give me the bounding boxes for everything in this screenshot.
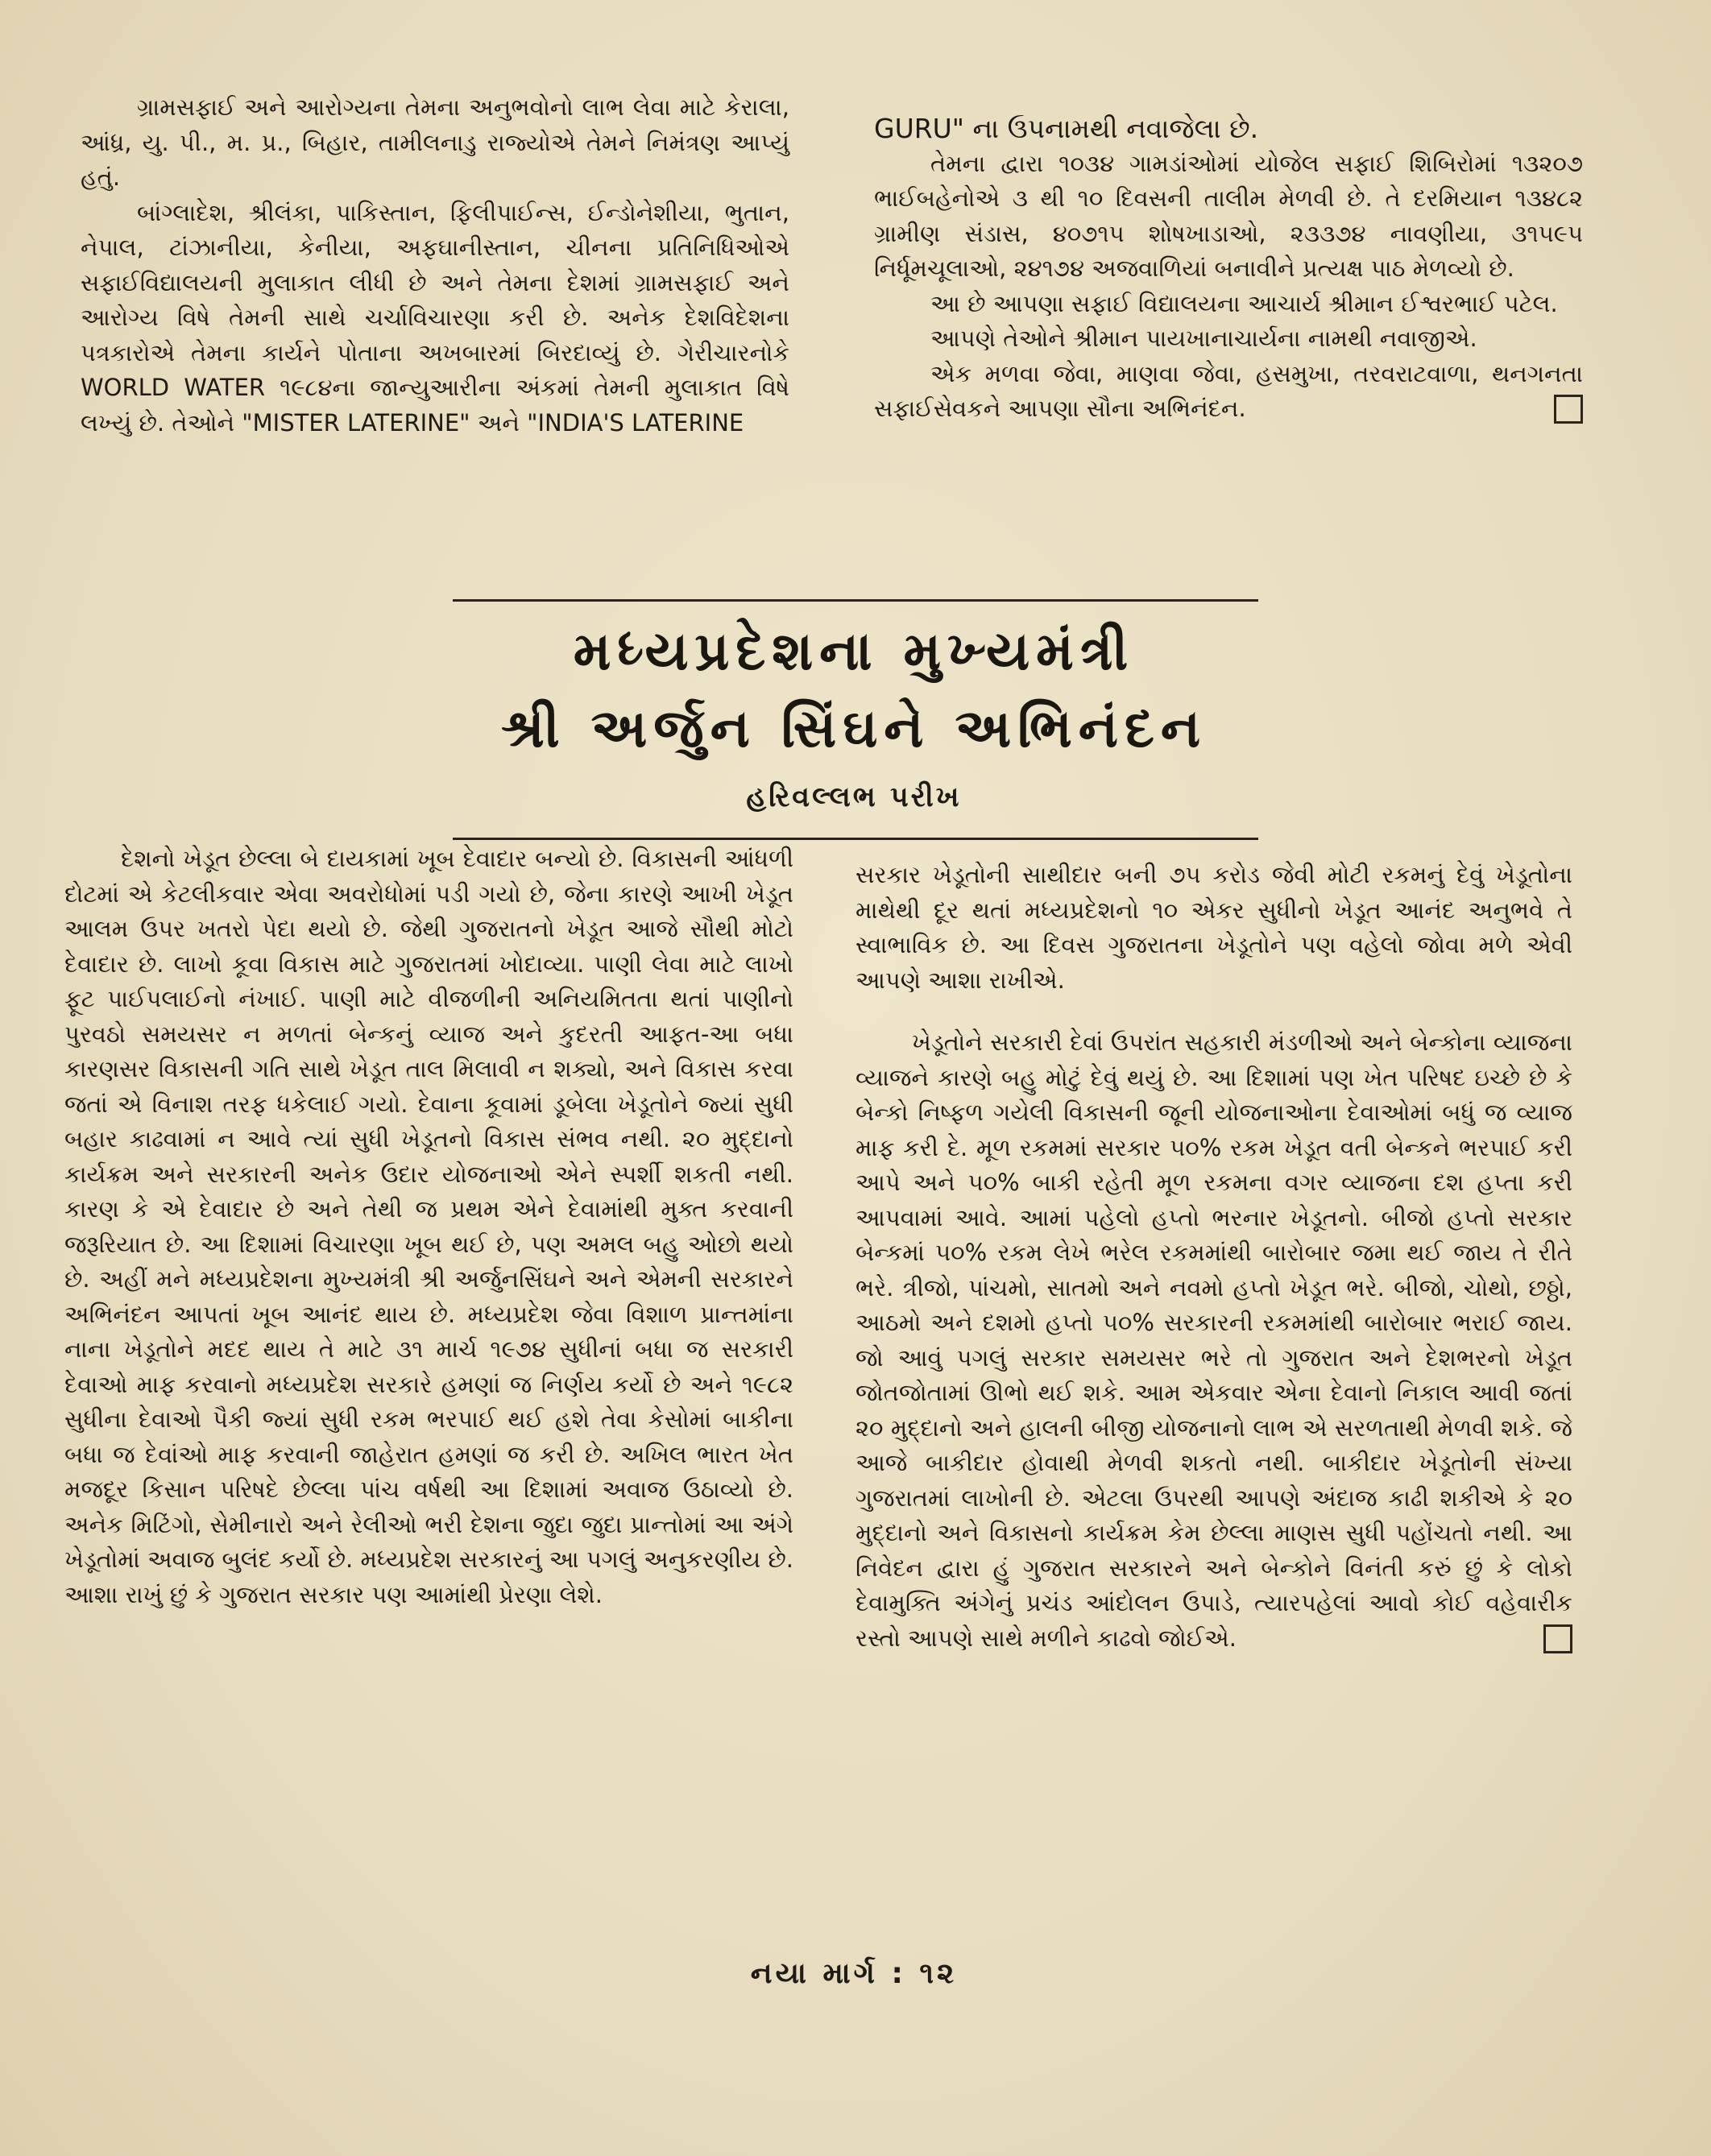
article-right-paragraph-1: સરકાર ખેડૂતોની સાથીદાર બની ૭૫ કરોડ જેવી મોટી રકમનું દેવું ખેડૂતોના માથેથી દૂર થતાં મધ્યપ્રદેશનો ૧૦ એકર સુધીનો ખેડૂત આનંદ અનુભવે તે સ્વાભાવિક છે. આ દિવસ ગુજરાતના ખેડૂતોને પણ વહેલો જોવા મળે એવી આપણે આશા રાખીએ. (856, 861, 1572, 994)
article-byline: હરિવલ્લભ પરીખ (746, 781, 962, 813)
article-right-paragraph-2 (856, 1025, 1572, 1656)
article-right-paragraph-2-text: ખેડૂતોને સરકારી દેવાં ઉપરાંત સહકારી મંડળીઓ અને બેન્કોના વ્યાજના વ્યાજને કારણે બહુ મોટું દેવું થયું છે. આ દિશામાં પણ ખેત પરિષદ ઇચ્છે છે કે બેન્કો નિષ્ફળ ગયેલી વિકાસની જૂની યોજનાઓના દેવાઓમાં બધું જ વ્યાજ માફ કરી દે. મૂળ રકમમાં સરકાર ૫૦% રકમ ખેડૂત વતી બેન્કને ભરપાઈ કરી આપે અને ૫૦% બાકી રહેતી મૂળ રકમના વગર વ્યાજના દશ હપ્તા કરી આપવામાં આવે. આમાં પહેલો હપ્તો ભરનાર ખેડૂતનો. બીજો હપ્તો સરકાર બેન્કમાં ૫૦% રકમ લેખે ભરેલ રકમમાંથી બારોબાર જમા થઈ જાય તે રીતે ભરે. ત્રીજો, પાંચમો, સાતમો અને નવમો હપ્તો ખેડૂત ભરે. બીજો, ચોથો, છઠ્ઠો, આઠમો અને દશમો હપ્તો ૫૦% સરકારની રકમમાંથી બારોબાર ભરાઈ જાય. જો આવું પગલું સરકાર સમયસર ભરે તો ગુજરાત અને દેશભરનો ખેડૂત જોતજોતામાં ઊભો થઈ શકે. આમ એકવાર એના દેવાનો નિકાલ આવી જતાં ૨૦ મુદ્દાનો અને હાલની બીજી યોજનાનો લાભ એ સરળતાથી મેળવી શકે. જે આજે બાકીદાર હોવાથી મેળવી શકતો નથી. બાકીદાર ખેડૂતોની સંખ્યા ગુજરાતમાં લાખોની છે. એટલા ઉપરથી આપણે અંદાજ કાઢી શકીએ કે ૨૦ મુદ્દાનો અને વિકાસનો કાર્યક્રમ કેમ છેલ્લા માણસ સુધી પહોંચતો નથી. આ નિવેદન દ્વારા હું ગુજરાત સરકારને અને બેન્કોને વિનંતી કરું છું કે લોકો દેવામુક્તિ અંગેનું પ્રચંડ આંદોલન ઉપાડે, ત્યારપહેલાં આવો કોઈ વહેવારીક રસ્તો આપણે સાથે મળીને કાઢવો જોઈએ. (856, 1028, 1572, 1652)
byline-separator (453, 838, 1258, 840)
article-end-box-icon (1543, 1624, 1572, 1653)
article-left-paragraph: દેશનો ખેડૂત છેલ્લા બે દાયકામાં ખૂબ દેવાદાર બન્યો છે. વિકાસની આંધળી દોટમાં એ કેટલીકવાર એવા અવરોધોમાં પડી ગયો છે, જેના કારણે આખી ખેડૂત આલમ ઉપર ખતરો પેદા થયો છે. જેથી ગુજરાતનો ખેડૂત આજે સૌથી મોટો દેવાદાર છે. લાખો કૂવા વિકાસ માટે ગુજરાતમાં ખોદાવ્યા. પાણી લેવા માટે લાખો ફૂટ પાઈપલાઈનો નંખાઈ. પાણી માટે વીજળીની અનિયમિતતા થતાં પાણીનો પુરવઠો સમયસર ન મળતાં બેન્કનું વ્યાજ અને કુદરતી આફત-આ બધા કારણસર વિકાસની ગતિ સાથે ખેડૂત તાલ મિલાવી ન શક્યો, અને વિકાસ કરવા જતાં એ વિનાશ તરફ ધકેલાઈ ગયો. દેવાના કૂવામાં ડૂબેલા ખેડૂતોને જ્યાં સુધી બહાર કાઢવામાં ન આવે ત્યાં સુધી ખેડૂતનો વિકાસ સંભવ નથી. ૨૦ મુદ્દાનો કાર્યક્રમ અને સરકારની અનેક ઉદાર યોજનાઓ એને સ્પર્શી શકતી નથી. કારણ કે એ દેવાદાર છે અને તેથી જ પ્રથમ એને દેવામાંથી મુક્ત કરવાની જરૂરિયાત છે. આ દિશામાં વિચારણા ખૂબ થઈ છે, પણ અમલ બહુ ઓછો થયો છે. અહીં મને મધ્યપ્રદેશના મુખ્યમંત્રી શ્રી અર્જુનસિંઘને અને એમની સરકારને અભિનંદન આપતાં ખૂબ આનંદ થાય છે. મધ્યપ્રદેશ જેવા વિશાળ પ્રાન્તમાંના નાના ખેડૂતોને મદદ થાય તે માટે ૩૧ માર્ચ ૧૯૭૪ સુધીનાં બધા જ સરકારી દેવાઓ માફ કરવાનો મધ્યપ્રદેશ સરકારે હમણાં જ નિર્ણય કર્યો છે અને ૧૯૮૨ સુધીના દેવાઓ પૈકી જ્યાં સુધી રકમ ભરપાઈ થઈ હશે તેવા કેસોમાં બાકીના બધા જ દેવાંઓ માફ કરવાની જાહેરાત હમણાં જ કરી છે. અખિલ ભારત ખેત મજદૂર કિસાન પરિષદે છેલ્લા પાંચ વર્ષથી આ દિશામાં અવાજ ઉઠાવ્યો છે. અનેક મિટિંગો, સેમીનારો અને રેલીઓ ભરી દેશના જુદા જુદા પ્રાન્તોમાં આ અંગે ખેડૂતોમાં અવાજ બુલંદ કર્યો છે. મધ્યપ્રદેશ સરકારનું આ પગલું અનુકરણીય છે. આશા રાખું છું કે ગુજરાત સરકાર પણ આમાંથી પ્રેરણા લેશે. (64, 845, 793, 1608)
page-footer: નયા માર્ગ : ૧૨ (750, 1957, 958, 1990)
top-left-column (81, 90, 789, 441)
top-left-paragraph-1: ગ્રામસફાઈ અને આરોગ્યના તેમના અનુભવોનો લાભ લેવા માટે કેરાલા, આંધ્ર, યુ. પી., મ. પ્ર., બિહાર, તામીલનાડુ રાજ્યોએ તેમને નિમંત્રણ આપ્યું હતું. (81, 93, 789, 191)
end-of-article-box-icon (1554, 395, 1583, 424)
top-right-paragraph-1: GURU" ના ઉપનામથી નવાજેલા છે. (874, 113, 1259, 144)
article-left-column (64, 842, 793, 1612)
top-right-paragraph-5-text: એક મળવા જેવા, માણવા જેવા, હસમુખા, તરવરાટવાળા, થનગનતા સફાઈસેવકને આપણા સૌના અભિનંદન. (874, 359, 1583, 422)
article-right-column (856, 858, 1572, 1656)
title-separator-top (453, 599, 1258, 602)
top-right-column (874, 111, 1583, 427)
top-right-paragraph-4: આપણે તેઓને શ્રીમાન પાયખાનાચાર્યના નામથી નવાજીએ. (930, 325, 1477, 352)
top-right-paragraph-2: તેમના દ્વારા ૧૦૩૪ ગામડાંઓમાં યોજેલ સફાઈ શિબિરોમાં ૧૩૨૦૭ ભાઈબહેનોએ ૩ થી ૧૦ દિવસની તાલીમ મેળવી છે. તે દરમિયાન ૧૩૪૮૨ ગ્રામીણ સંડાસ, ૪૦૭૧૫ શોષખાડાઓ, ૨૩૩૭૪ નાવણીયા, ૩૧૫૯૫ નિર્ધૂમચૂલાઓ, ૨૪૧૭૪ અજવાળિયાં બનાવીને પ્રત્યક્ષ પાઠ મેળવ્યો છે. (874, 149, 1583, 282)
article-title-line-2: શ્રી અર્જુન સિંઘને અભિનંદન (500, 697, 1208, 759)
top-right-paragraph-5 (874, 357, 1583, 427)
top-left-paragraph-2: બાંગ્લાદેશ, શ્રીલંકા, પાકિસ્તાન, ફિલીપાઈન્સ, ઈન્ડોનેશીયા, ભુતાન, નેપાલ, ટાંઝાનીયા, કેનીયા, અફઘાનીસ્તાન, ચીનના પ્રતિનિધિઓએ સફાઈવિદ્યાલયની મુલાકાત લીધી છે અને તેમના દેશમાં ગ્રામસફાઈ અને આરોગ્ય વિષે તેમની સાથે ચર્ચાવિચારણા કરી છે. અનેક દેશવિદેશના પત્રકારોએ તેમના કાર્યને પોતાના અખબારમાં બિરદાવ્યું છે. ગેરીચારનોકે WORLD WATER ૧૯૮૪ના જાન્યુઆરીના અંકમાં તેમની મુલાકાત વિષે લખ્યું છે. તેઓને "MISTER LATERINE" અને "INDIA'S LATERINE (81, 198, 789, 437)
article-title-line-1: મધ્યપ્રદેશના મુખ્યમંત્રી (573, 620, 1135, 682)
top-right-paragraph-3: આ છે આપણા સફાઈ વિદ્યાલયના આચાર્ય શ્રીમાન ઈશ્વરભાઈ પટેલ. (930, 289, 1558, 317)
